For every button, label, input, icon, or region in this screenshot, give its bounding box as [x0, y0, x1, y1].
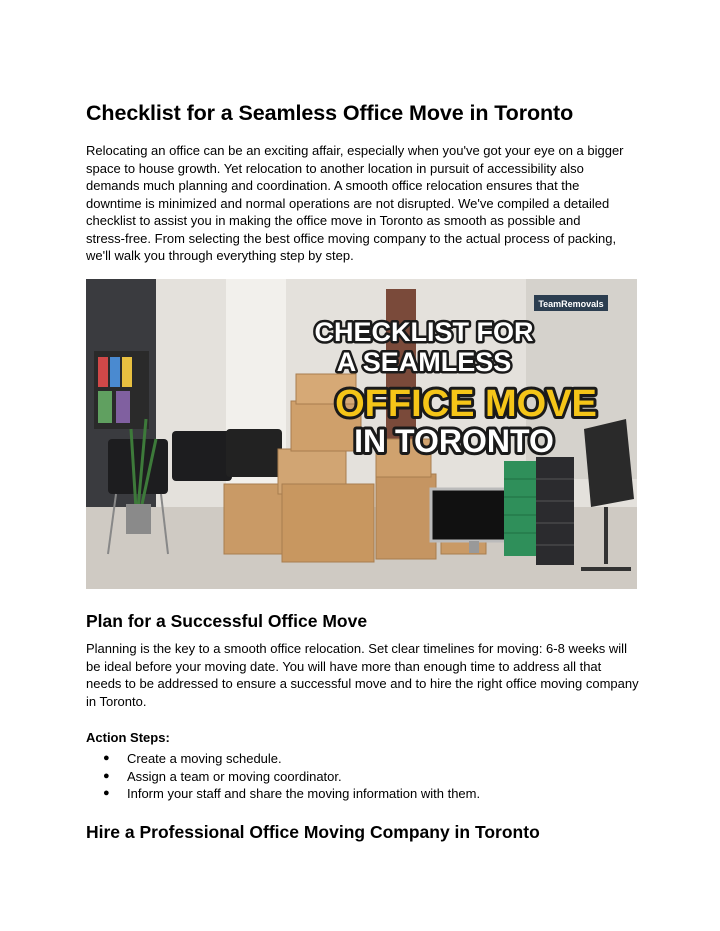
brand-logo — [534, 295, 608, 311]
hero-image — [86, 279, 637, 589]
brand-name: TeamRemovals — [538, 299, 604, 309]
hero-headline-line: OFFICE MOVE — [335, 383, 597, 425]
bullet-icon: ● — [103, 787, 110, 799]
hero-headline-line: A SEAMLESS — [336, 347, 512, 377]
action-steps-heading: Action Steps: — [86, 730, 170, 745]
plan-line: in Toronto. — [86, 693, 147, 709]
list-item-text: Inform your staff and share the moving information with them. — [127, 786, 481, 801]
intro-line: checklist to assist you in making the office move in Toronto as smooth as possible and — [86, 213, 581, 228]
list-item — [86, 768, 626, 786]
plan-line: Planning is the key to a smooth office relocation. Set clear timelines for moving: 6-8 weeks will — [86, 641, 627, 656]
list-item-text: Create a moving schedule. — [127, 751, 282, 766]
list-item-text: Assign a team or moving coordinator. — [127, 768, 342, 784]
hero-headline-line: CHECKLIST FOR — [314, 317, 534, 347]
bullet-icon: ● — [103, 769, 110, 782]
intro-line: Relocating an office can be an exciting affair, especially when you've got your eye on a bigger — [86, 143, 624, 158]
plan-line: needs to be addressed to ensure a successful move and to hire the right office moving company — [86, 676, 639, 691]
plan-line: be ideal before your moving date. You will have more than enough time to address all that — [86, 658, 602, 674]
intro-line: we'll walk you through everything step by step. — [86, 248, 354, 263]
intro-line: space to house growth. Yet relocation to another location in pursuit of accessibility also — [86, 160, 584, 176]
action-steps-list — [86, 750, 626, 803]
section-heading-plan: Plan for a Successful Office Move — [86, 611, 368, 631]
page-title: Checklist for a Seamless Office Move in Toronto — [86, 101, 574, 125]
section-heading-hire: Hire a Professional Office Moving Company in Toronto — [86, 822, 540, 842]
plan-paragraph — [86, 640, 638, 710]
intro-paragraph — [86, 142, 638, 265]
list-item — [86, 785, 626, 803]
list-item — [86, 750, 626, 768]
intro-line: demands much planning and coordination. A smooth office relocation ensures that the — [86, 178, 580, 193]
hero-headline-line: IN TORONTO — [354, 423, 554, 459]
intro-line: stress-free. From selecting the best office moving company to the actual process of packing, — [86, 230, 617, 246]
bullet-icon: ● — [103, 752, 110, 764]
intro-line: downtime is minimized and normal operations are not disrupted. We've compiled a detailed — [86, 195, 610, 211]
